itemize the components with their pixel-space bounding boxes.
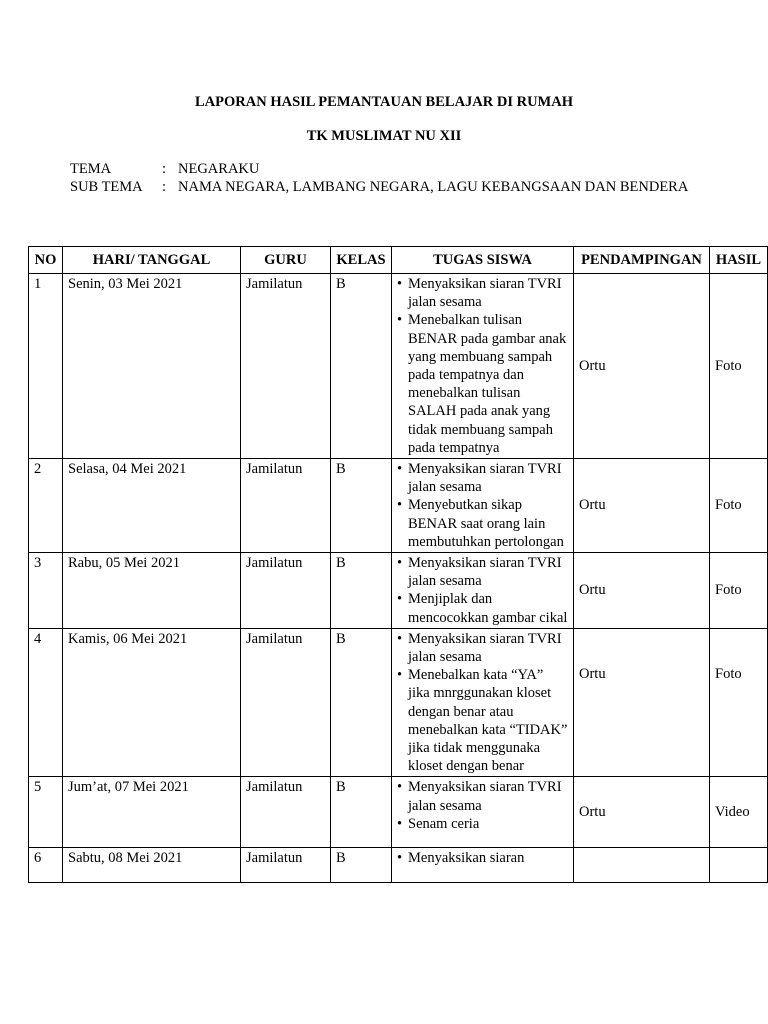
tema-label: TEMA xyxy=(70,161,112,177)
subtema-label: SUB TEMA xyxy=(70,179,143,195)
task-item: • Menebalkan tulisan BENAR pada gambar anak yang membuang sampah pada tempatnya dan menebalkan tulisan SALAH pada anak yang tidak membuang sampah pada tempatnya xyxy=(397,311,568,457)
task-item: • Menyaksikan siaran xyxy=(397,849,568,867)
cell-tasks xyxy=(392,553,574,629)
table-row xyxy=(29,777,768,848)
cell-date: Kamis, 06 Mei 2021 xyxy=(63,628,241,777)
cell-guru: Jamilatun xyxy=(241,459,331,553)
cell-pendampingan: Ortu xyxy=(574,553,710,629)
cell-no: 2 xyxy=(29,459,63,553)
cell-hasil: Video xyxy=(710,777,768,848)
col-header-pendampingan: PENDAMPINGAN xyxy=(574,247,710,274)
task-item: • Menyaksikan siaran TVRI jalan sesama xyxy=(397,778,568,814)
cell-no: 6 xyxy=(29,848,63,883)
cell-pendampingan xyxy=(574,848,710,883)
cell-guru: Jamilatun xyxy=(241,553,331,629)
cell-hasil: Foto xyxy=(710,628,768,777)
task-item: • Menyaksikan siaran TVRI jalan sesama xyxy=(397,630,568,666)
cell-guru: Jamilatun xyxy=(241,777,331,848)
cell-date: Rabu, 05 Mei 2021 xyxy=(63,553,241,629)
task-item: • Menyaksikan siaran TVRI jalan sesama xyxy=(397,460,568,496)
cell-date: Sabtu, 08 Mei 2021 xyxy=(63,848,241,883)
col-header-tugas: TUGAS SISWA xyxy=(392,247,574,274)
subtema-row xyxy=(70,178,710,196)
table-row xyxy=(29,274,768,459)
cell-hasil: Foto xyxy=(710,553,768,629)
subtema-value: NAMA NEGARA, LAMBANG NEGARA, LAGU KEBANGSAAN DAN BENDERA xyxy=(178,179,689,195)
tema-colon: : xyxy=(162,161,167,177)
cell-kelas: B xyxy=(331,459,392,553)
cell-guru: Jamilatun xyxy=(241,848,331,883)
theme-info xyxy=(70,160,710,196)
school-name: TK MUSLIMAT NU XII xyxy=(306,128,462,144)
table-header-row xyxy=(29,247,768,274)
cell-date: Jum’at, 07 Mei 2021 xyxy=(63,777,241,848)
report-title: LAPORAN HASIL PEMANTAUAN BELAJAR DI RUMAH xyxy=(195,94,573,110)
task-item: • Menyaksikan siaran TVRI jalan sesama xyxy=(397,554,568,590)
task-item: • Senam ceria xyxy=(397,815,568,833)
cell-tasks xyxy=(392,848,574,883)
task-item: • Menebalkan kata “YA” jika mnrggunakan kloset dengan benar atau menebalkan kata “TIDAK” jika tidak menggunaka kloset dengan benar xyxy=(397,666,568,775)
cell-date: Selasa, 04 Mei 2021 xyxy=(63,459,241,553)
cell-no: 1 xyxy=(29,274,63,459)
col-header-no: NO xyxy=(29,247,63,274)
table-row xyxy=(29,459,768,553)
cell-pendampingan: Ortu xyxy=(574,628,710,777)
task-item: • Menyaksikan siaran TVRI jalan sesama xyxy=(397,275,568,311)
cell-tasks xyxy=(392,274,574,459)
col-header-kelas: KELAS xyxy=(331,247,392,274)
cell-kelas: B xyxy=(331,848,392,883)
cell-hasil: Foto xyxy=(710,274,768,459)
cell-kelas: B xyxy=(331,274,392,459)
cell-pendampingan: Ortu xyxy=(574,274,710,459)
table-row xyxy=(29,628,768,777)
cell-tasks xyxy=(392,628,574,777)
cell-hasil xyxy=(710,848,768,883)
cell-kelas: B xyxy=(331,628,392,777)
col-header-guru: GURU xyxy=(241,247,331,274)
cell-pendampingan: Ortu xyxy=(574,459,710,553)
tema-value: NEGARAKU xyxy=(178,161,260,177)
cell-hasil: Foto xyxy=(710,459,768,553)
cell-tasks xyxy=(392,777,574,848)
cell-no: 5 xyxy=(29,777,63,848)
cell-kelas: B xyxy=(331,777,392,848)
tema-row xyxy=(70,160,710,178)
table-row xyxy=(29,553,768,629)
cell-kelas: B xyxy=(331,553,392,629)
cell-guru: Jamilatun xyxy=(241,628,331,777)
col-header-hasil: HASIL xyxy=(710,247,768,274)
monitoring-table xyxy=(28,246,768,883)
task-item: • Menyebutkan sikap BENAR saat orang lain membutuhkan pertolongan xyxy=(397,496,568,551)
table-row xyxy=(29,848,768,883)
col-header-date: HARI/ TANGGAL xyxy=(63,247,241,274)
cell-date: Senin, 03 Mei 2021 xyxy=(63,274,241,459)
cell-pendampingan: Ortu xyxy=(574,777,710,848)
cell-no: 3 xyxy=(29,553,63,629)
task-item: • Menjiplak dan mencocokkan gambar cikal xyxy=(397,590,568,626)
cell-no: 4 xyxy=(29,628,63,777)
subtema-colon: : xyxy=(162,179,167,195)
cell-tasks xyxy=(392,459,574,553)
cell-guru: Jamilatun xyxy=(241,274,331,459)
